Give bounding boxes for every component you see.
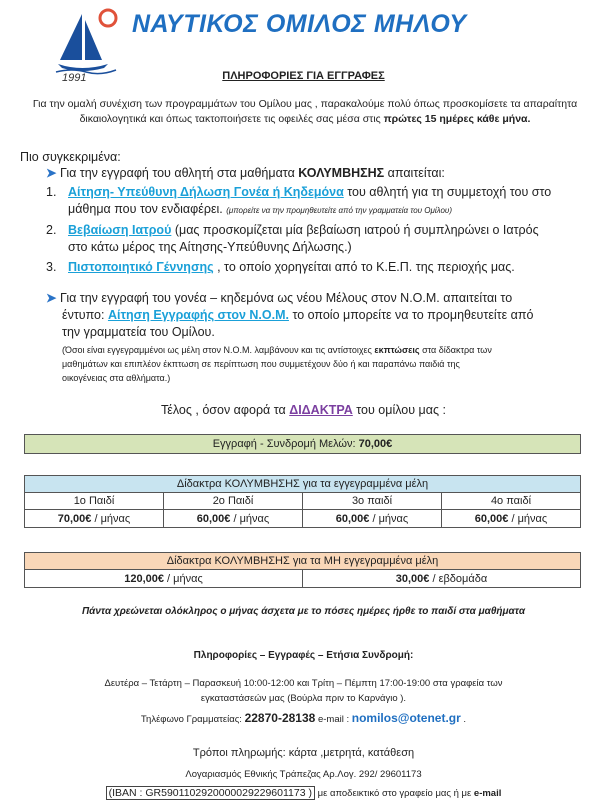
membership-fee-cell: Εγγραφή - Συνδρομή Μελών: 70,00€ <box>25 435 581 454</box>
membership-form-link[interactable]: Αίτηση Εγγραφής στον Ν.Ο.Μ. <box>107 308 289 322</box>
fees-intro: Τέλος , όσον αφορά τα ΔΙΔΑΚΤΡΑ του ομίλου μας : <box>161 403 446 417</box>
member-fees-table <box>24 475 581 528</box>
page-heading: ΠΛΗΡΟΦΟΡΙΕΣ ΓΙΑ ΕΓΓΡΑΦΕΣ <box>222 70 385 82</box>
table-row: 1ο Παιδί 2ο Παιδί 3ο παιδί 4ο παιδί <box>25 493 581 510</box>
requirement-item-3: 3. Πιστοποιητικό Γέννησης , το οποίο χορηγείται από το Κ.Ε.Π. της περιοχής μας. <box>46 260 515 274</box>
logo-year: 1991 <box>62 72 87 84</box>
iban-line: (IBAN : GR5901102920000029229601173 ) με αποδεικτικό στο γραφείο μας ή με e-mail <box>20 786 587 801</box>
fees-link[interactable]: ΔΙΔΑΚΤΡΑ <box>289 403 353 417</box>
contact-line: Τηλέφωνο Γραμματείας: 22870-28138 e-mail : nomilos@otenet.gr . <box>140 711 467 725</box>
arrow-icon: ➤ <box>46 166 57 180</box>
phone-number[interactable]: 22870-28138 <box>244 711 316 725</box>
table-row: 120,00€ / μήνας 30,00€ / εβδομάδα <box>25 570 581 588</box>
member-fees-title: Δίδακτρα ΚΟΛΥΜΒΗΣΗΣ για τα εγγεγραμμένα μέλη <box>25 476 581 493</box>
requirement-item-1: 1. Αίτηση- Υπεύθυνη Δήλωση Γονέα ή Κηδεμόνα του αθλητή για τη συμμετοχή του στο μάθημα που τον ενδιαφέρει. (μπορείτε να την προμηθευτείτε από την γραμματεία του Ομίλου) <box>46 185 552 216</box>
section2: ➤ Για την εγγραφή του γονέα – κηδεμόνα ως νέου Μέλους στον Ν.Ο.Μ. απαιτείται το έντυπο: Αίτηση Εγγραφής στον Ν.Ο.Μ. το οποίο μπορείτε να το προμηθευτείτε από την γραμματεία του Ομίλου. <box>46 291 534 339</box>
membership-fee-table <box>24 434 581 454</box>
club-title: ΝΑΥΤΙΚΟΣ ΟΜΙΛΟΣ ΜΗΛΟΥ <box>132 10 467 38</box>
info-heading: Πληροφορίες – Εγγραφές – Ετήσια Συνδρομή: <box>193 650 414 661</box>
medical-certificate-link[interactable]: Βεβαίωση Ιατρού <box>68 223 172 237</box>
iban-box: (IBAN : GR5901102920000029229601173 ) <box>106 786 315 800</box>
payment-methods: Τρόποι πληρωμής: κάρτα ,μετρητά, κατάθεση <box>192 747 415 759</box>
birth-certificate-link[interactable]: Πιστοποιητικό Γέννησης <box>68 260 214 274</box>
lead-text: Πιο συγκεκριμένα: <box>20 150 121 164</box>
arrow-icon: ➤ <box>46 291 57 305</box>
section1-intro: ➤ Για την εγγραφή του αθλητή στα μαθήματα ΚΟΛΥΜΒΗΣΗΣ απαιτείται: <box>46 166 445 180</box>
discount-note: (Όσοι είναι εγγεγραμμένοι ως μέλη στον Ν.Ο.Μ. λαμβάνουν και τις αντίστοιχες εκπτώσεις στα δίδακτρα των μαθημάτων και επιπλέον έκπτωση σε περίπτωση που συμμετέχουν δύο ή και παραπάνω παιδιά της οικογένειας στα αθλήματα.) <box>62 345 492 383</box>
requirement-item-2: 2. Βεβαίωση Ιατρού (μας προσκομίζεται μία βεβαίωση ιατρού ή συμπληρώνει ο Ιατρός στο κάτω μέρος της Αίτησης-Υπεύθυνης Δήλωσης.) <box>46 223 539 254</box>
nonmember-fees-title: Δίδακτρα ΚΟΛΥΜΒΗΣΗΣ για τα ΜΗ εγγεγραμμένα μέλη <box>25 553 581 570</box>
application-form-link[interactable]: Αίτηση- Υπεύθυνη Δήλωση Γονέα ή Κηδεμόνα <box>68 185 344 199</box>
office-hours: Δευτέρα – Τετάρτη – Παρασκευή 10:00-12:00 και Τρίτη – Πέμπτη 17:00-19:00 στα γραφεία των εγκαταστάσεών μας (Βούρλα πριν το Καρνάγιο ). <box>104 678 503 704</box>
table-row: 70,00€ / μήνας 60,00€ / μήνας 60,00€ / μήνας 60,00€ / μήνας <box>25 510 581 528</box>
bank-account: Λογαριασμός Εθνικής Τράπεζας Αρ.Λογ. 292/ 29601173 <box>185 769 422 780</box>
billing-warning: Πάντα χρεώνεται ολόκληρος ο μήνας άσχετα με το πόσες ημέρες ήρθε το παιδί στα μαθήματα <box>81 606 526 617</box>
email-link[interactable]: nomilos@otenet.gr <box>351 711 461 725</box>
intro-paragraph: Για την ομαλή συνέχιση των προγραμμάτων του Ομίλου μας , παρακαλούμε πολύ όπως προσκομίσετε τα απαραίτητα δικαιολογητικά και όπως τακτοποιήσετε τις οφειλές σας μέσα στις πρώτες 15 ημέρες κάθε μήνα. <box>32 98 578 125</box>
nonmember-fees-table <box>24 552 581 588</box>
